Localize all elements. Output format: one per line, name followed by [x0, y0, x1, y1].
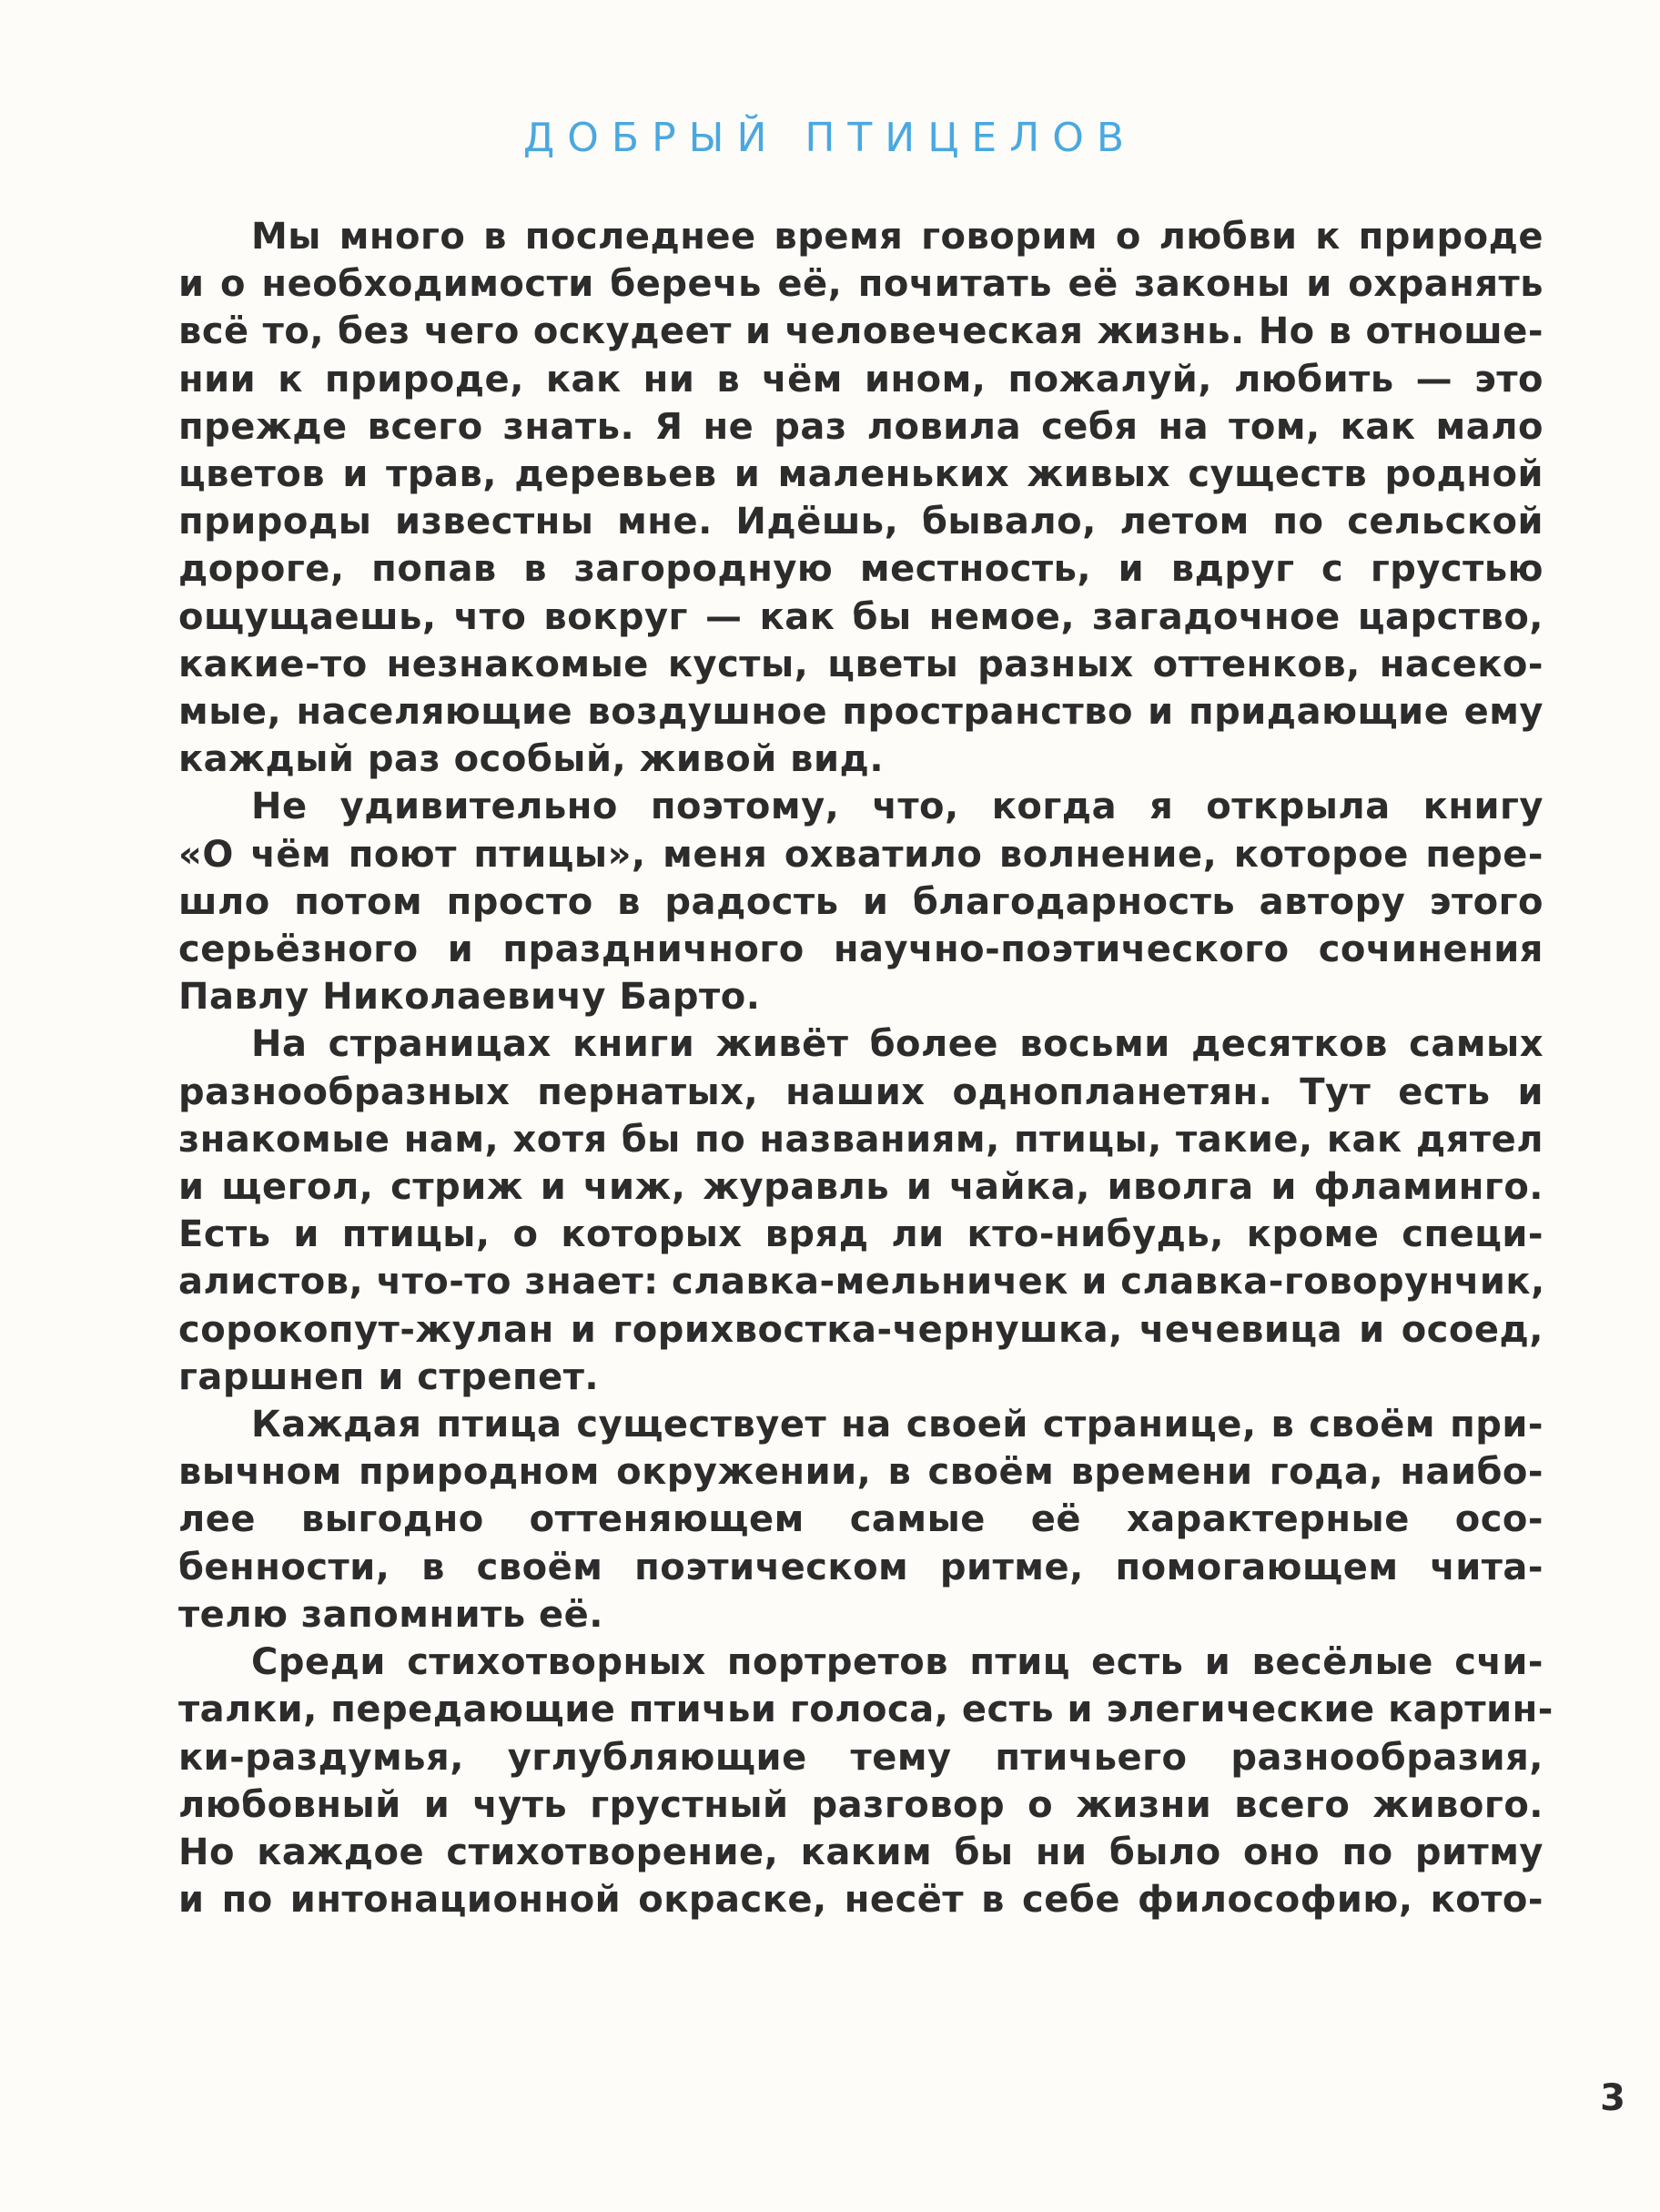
- text-line: «О чём поют птицы», меня охватило волнение, которое пере-: [178, 833, 1544, 876]
- text-line: гаршнеп и стрепет.: [178, 1355, 600, 1398]
- text-line: природы известны мне. Идёшь, бывало, летом по сельской: [178, 501, 1544, 543]
- text-line: Павлу Николаевичу Барто.: [178, 976, 761, 1019]
- text-line: любовный и чуть грустный разговор о жизни всего живого.: [178, 1783, 1544, 1826]
- paragraph: [178, 1401, 1544, 1639]
- text-line: цветов и трав, деревьев и маленьких живых существ родной: [178, 453, 1544, 496]
- text-line: серьёзного и праздничного научно-поэтического сочинения: [178, 928, 1544, 971]
- text-line: и щегол, стриж и чиж, журавль и чайка, иволга и фламинго.: [178, 1166, 1544, 1209]
- text-line: шло потом просто в радость и благодарность автору этого: [178, 880, 1544, 923]
- text-line: каждый раз особый, живой вид.: [178, 738, 885, 781]
- text-line: нии к природе, как ни в чём ином, пожалуй, любить — это: [178, 358, 1544, 401]
- text-line: Каждая птица существует на своей странице, в своём при-: [251, 1404, 1544, 1446]
- text-line: Среди стихотворных портретов птиц есть и весёлые счи-: [251, 1641, 1544, 1684]
- text-line: талки, передающие птичьи голоса, есть и элегические картин-: [178, 1689, 1554, 1731]
- text-line: вычном природном окружении, в своём времени года, наибо-: [178, 1451, 1544, 1494]
- text-line: сорокопут-жулан и горихвостка-чернушка, чечевица и осоед,: [178, 1308, 1544, 1351]
- page-title: ДОБРЫЙ ПТИЦЕЛОВ: [522, 115, 1138, 161]
- text-line: лее выгодно оттеняющем самые её характерные осо-: [178, 1498, 1544, 1541]
- page-number: 3: [1600, 2077, 1625, 2119]
- text-line: прежде всего знать. Я не раз ловила себя на том, как мало: [178, 405, 1544, 448]
- text-line: бенности, в своём поэтическом ритме, помогающем чита-: [178, 1546, 1544, 1588]
- text-line: Мы много в последнее время говорим о любви к природе: [251, 216, 1544, 258]
- text-line: какие-то незнакомые кусты, цветы разных оттенков, насеко-: [178, 643, 1544, 685]
- paragraph: [178, 783, 1544, 1020]
- text-line: мые, населяющие воздушное пространство и придающие ему: [178, 691, 1544, 734]
- paragraph: [178, 1020, 1544, 1401]
- text-line: и по интонационной окраске, несёт в себе философию, кото-: [178, 1879, 1544, 1922]
- text-line: знакомые нам, хотя бы по названиям, птицы, такие, как дятел: [178, 1118, 1544, 1161]
- text-line: алистов, что-то знает: славка-мельничек и славка-говорунчик,: [178, 1261, 1545, 1304]
- text-line: и о необходимости беречь её, почитать её законы и охранять: [178, 263, 1544, 306]
- text-line: Но каждое стихотворение, каким бы ни было оно по ритму: [178, 1831, 1544, 1873]
- text-line: Не удивительно поэтому, что, когда я открыла книгу: [251, 786, 1544, 828]
- text-line: всё то, без чего оскудеет и человеческая жизнь. Но в отноше-: [178, 310, 1544, 353]
- text-line: На страницах книги живёт более восьми десятков самых: [251, 1023, 1544, 1066]
- text-line: Есть и птицы, о которых вряд ли кто-нибудь, кроме специ-: [178, 1213, 1544, 1256]
- paragraph: [178, 1639, 1554, 1923]
- text-line: ощущаешь, что вокруг — как бы немое, загадочное царство,: [178, 595, 1544, 638]
- text-line: телю запомнить её.: [178, 1593, 603, 1636]
- body-text: [178, 213, 1554, 1923]
- text-line: разнообразных пернатых, наших однопланетян. Тут есть и: [178, 1070, 1544, 1113]
- text-line: ки-раздумья, углубляющие тему птичьего разнообразия,: [178, 1736, 1544, 1779]
- paragraph: [178, 213, 1544, 783]
- text-line: дороге, попав в загородную местность, и вдруг с грустью: [178, 548, 1544, 591]
